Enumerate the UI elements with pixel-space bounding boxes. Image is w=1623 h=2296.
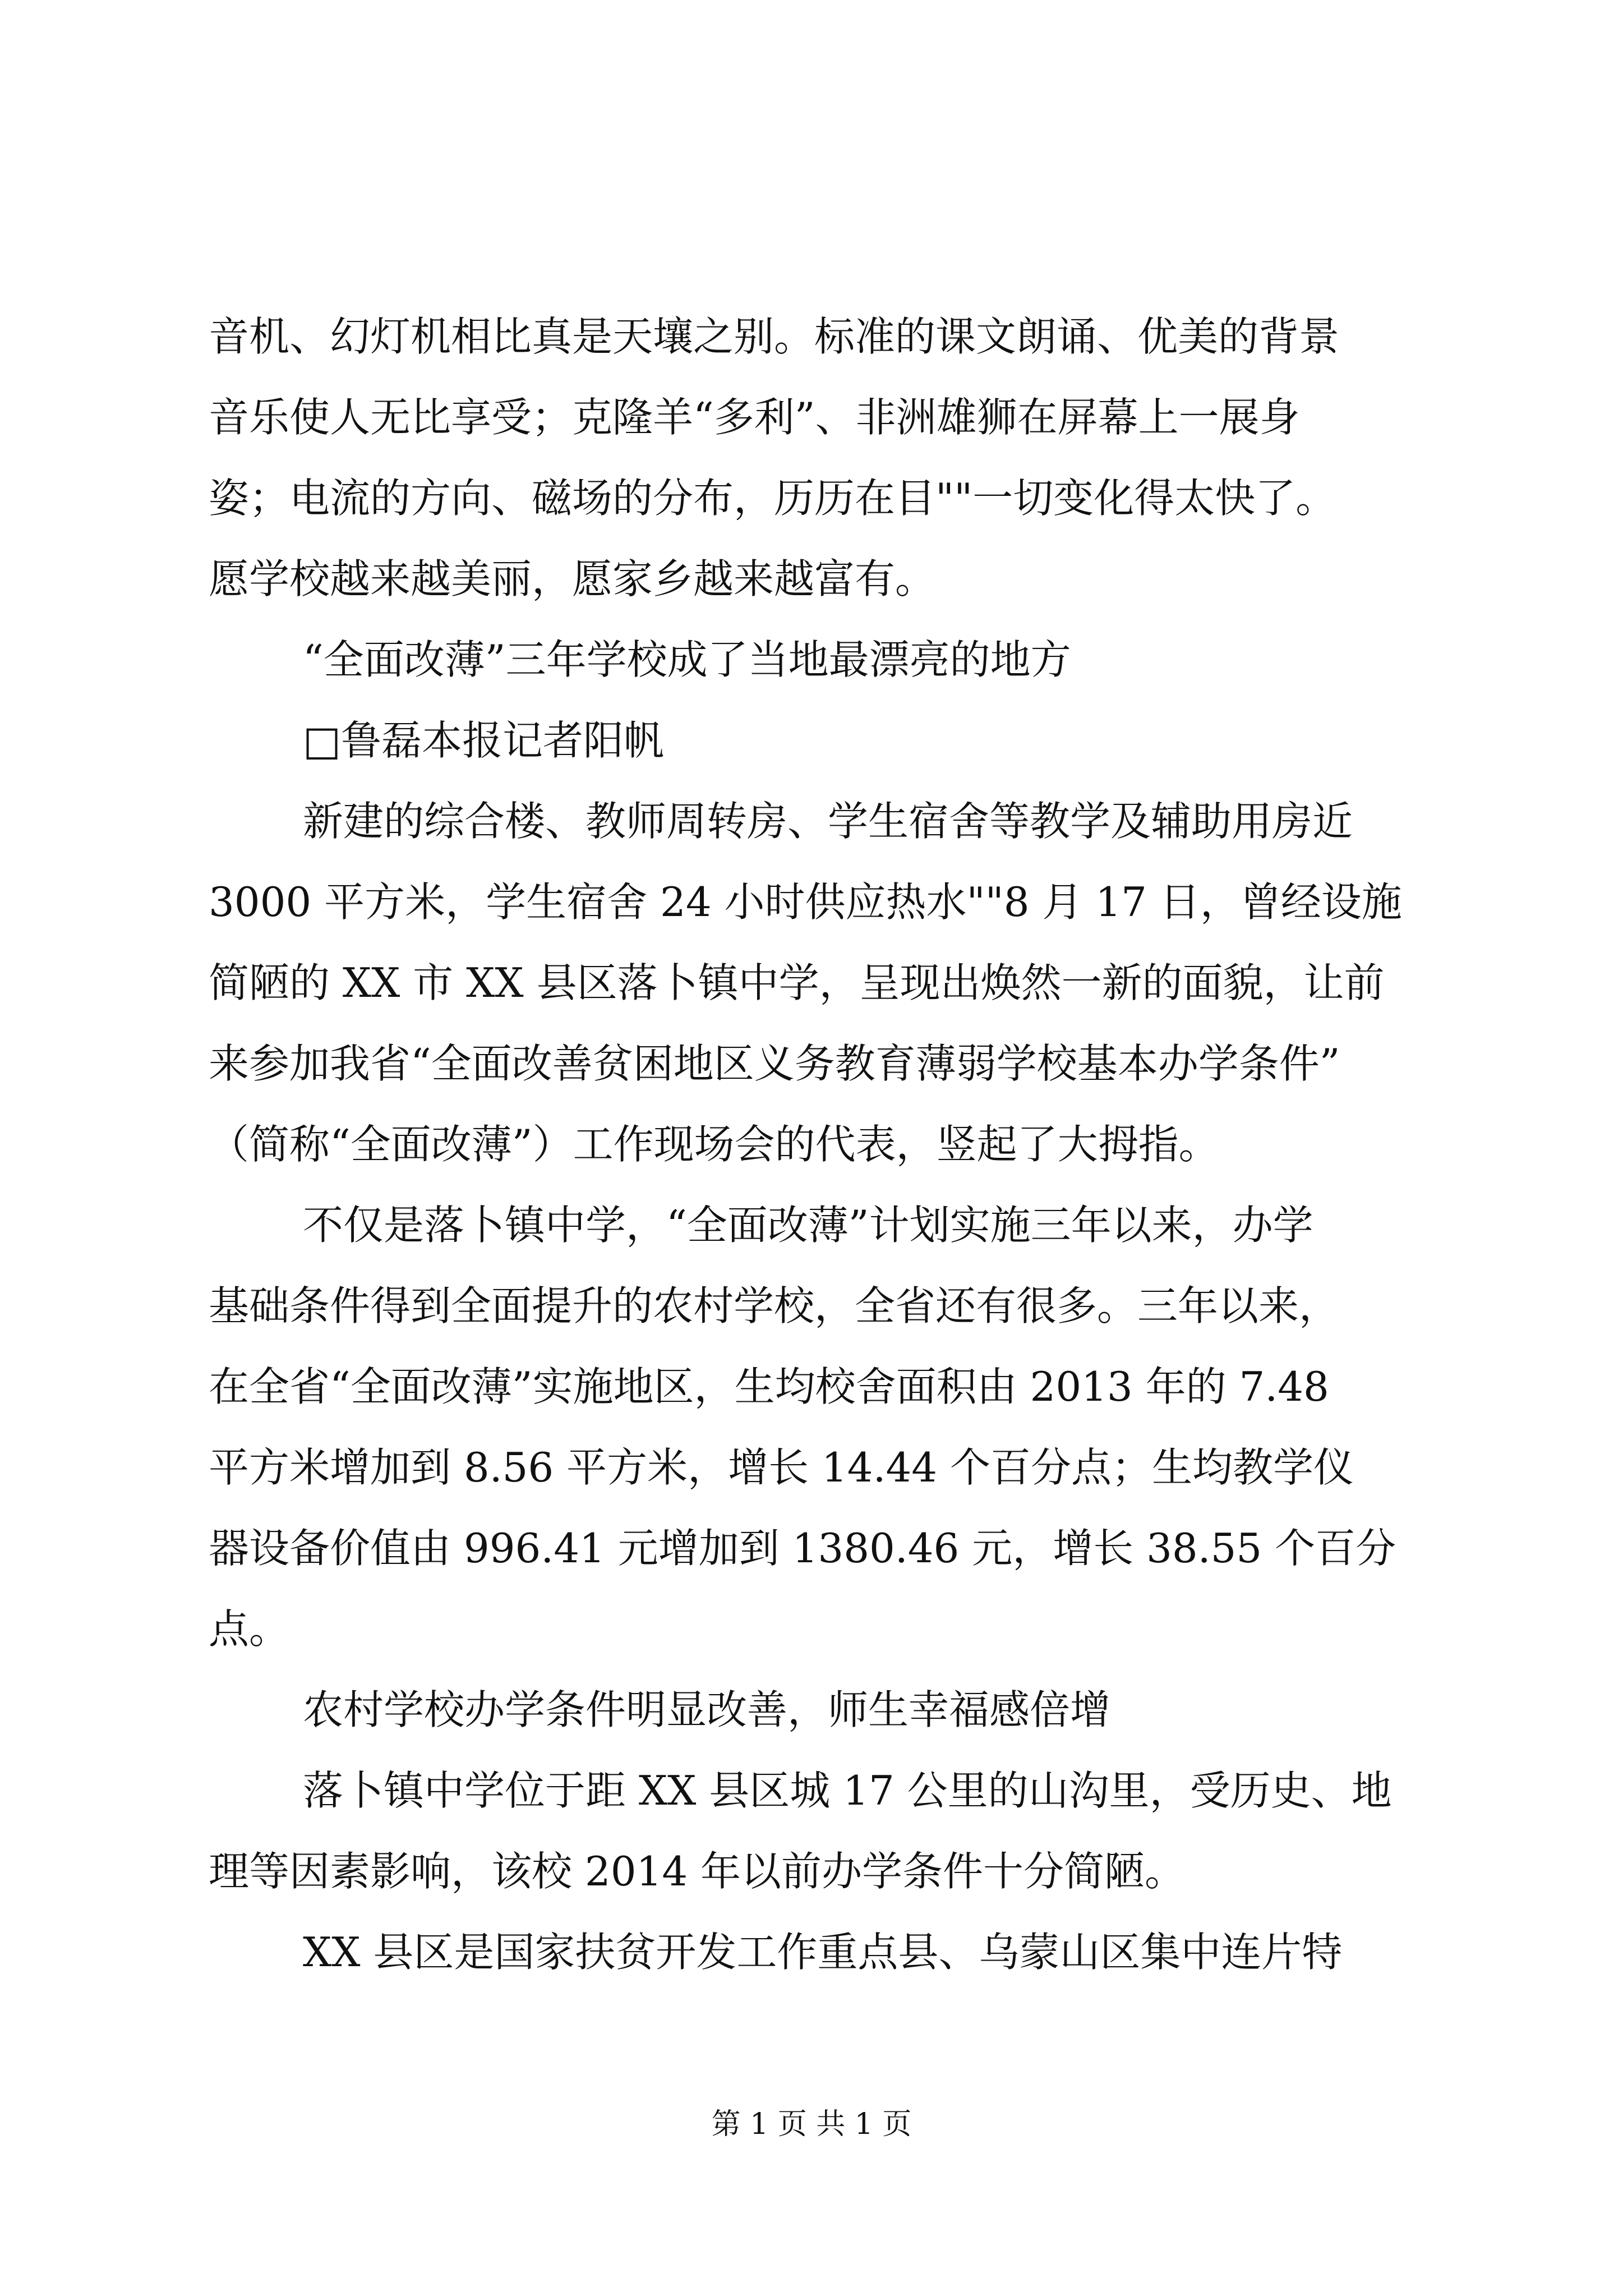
text-line: 姿；电流的方向、磁场的分布，历历在目""一切变化得太快了。 (209, 475, 1336, 522)
text-line: 来参加我省“全面改善贫困地区义务教育薄弱学校基本办学条件” (209, 1040, 1340, 1087)
body-text (209, 296, 1420, 1993)
text-line: 愿学校越来越美丽，愿家乡越来越富有。 (209, 555, 936, 602)
text-line: 简陋的 XX 市 XX 县区落卜镇中学，呈现出焕然一新的面貌，让前 (209, 959, 1385, 1006)
text-line: （简称“全面改薄”）工作现场会的代表，竖起了大拇指。 (209, 1121, 1219, 1168)
page-number: 第 1 页 共 1 页 (711, 2108, 912, 2141)
text-line: 落卜镇中学位于距 XX 县区城 17 公里的山沟里，受历史、地 (303, 1767, 1392, 1814)
text-line: 新建的综合楼、教师周转房、学生宿舍等教学及辅助用房近 (303, 798, 1353, 845)
text-line: 不仅是落卜镇中学，“全面改薄”计划实施三年以来，办学 (303, 1202, 1313, 1249)
text-line: 器设备价值由 996.41 元增加到 1380.46 元，增长 38.55 个百分 (209, 1525, 1396, 1572)
text-line: 理等因素影响，该校 2014 年以前办学条件十分简陋。 (209, 1848, 1186, 1895)
text-line: 平方米增加到 8.56 平方米，增长 14.44 个百分点；生均教学仪 (209, 1444, 1354, 1491)
section-heading: “全面改薄”三年学校成了当地最漂亮的地方 (303, 636, 1071, 683)
text-line: 音乐使人无比享受；克隆羊“多利”、非洲雄狮在屏幕上一展身 (209, 394, 1300, 441)
text-line: 音机、幻灯机相比真是天壤之别。标准的课文朗诵、优美的背景 (209, 313, 1340, 360)
text-line: 基础条件得到全面提升的农村学校，全省还有很多。三年以来， (209, 1282, 1340, 1329)
byline: □鲁磊本报记者阳帆 (303, 717, 665, 764)
text-line: XX 县区是国家扶贫开发工作重点县、乌蒙山区集中连片特 (303, 1929, 1343, 1976)
text-line: 在全省“全面改薄”实施地区，生均校舍面积由 2013 年的 7.48 (209, 1363, 1329, 1410)
text-line: 3000 平方米，学生宿舍 24 小时供应热水""8 月 17 日，曾经设施 (209, 878, 1402, 926)
section-heading: 农村学校办学条件明显改善，师生幸福感倍增 (303, 1686, 1111, 1733)
text-line: 点。 (209, 1605, 290, 1653)
